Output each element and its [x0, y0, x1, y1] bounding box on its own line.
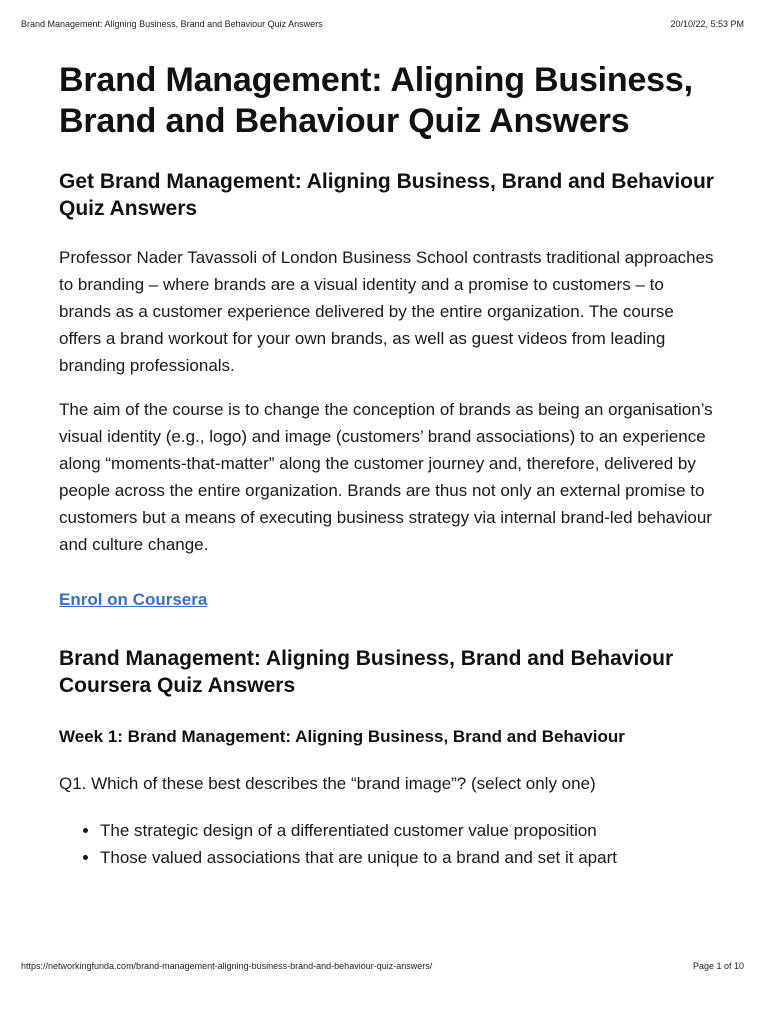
- list-item: • The strategic design of a differentiated customer value proposition: [100, 817, 719, 844]
- page-title: Brand Management: Aligning Business, Brand and Behaviour Quiz Answers: [59, 61, 693, 140]
- print-footer: [21, 961, 744, 971]
- list-item: • Those valued associations that are unique to a brand and set it apart: [100, 844, 719, 871]
- article-content: [59, 60, 719, 871]
- enrol-link[interactable]: Enrol on Coursera: [59, 590, 208, 609]
- week-heading: Week 1: Brand Management: Aligning Business, Brand and Behaviour: [59, 727, 625, 746]
- aim-paragraph: The aim of the course is to change the conception of brands as being an organisation’s visual identity (e.g., logo) and image (customers’ brand associations) to an experience along “moments-that-matter” along the customer journey and, therefore, delivered by people across the entire organization. Brands are thus not only an external promise to customers but a means of executing business strategy via internal brand-led behaviour and culture change.: [59, 400, 713, 554]
- answer-options-list: [59, 817, 719, 871]
- print-header-title: Brand Management: Aligning Business, Brand and Behaviour Quiz Answers: [21, 19, 323, 29]
- page-number: Page 1 of 10: [692, 961, 744, 971]
- print-footer-url: https://networkingfunda.com/brand-management-aligning-business-brand-and-behaviour-quiz-answers/: [21, 961, 433, 971]
- article-subtitle: Get Brand Management: Aligning Business, Brand and Behaviour Quiz Answers: [59, 170, 714, 220]
- question-text: Q1. Which of these best describes the “brand image”? (select only one): [59, 774, 596, 793]
- section-heading: Brand Management: Aligning Business, Brand and Behaviour Coursera Quiz Answers: [59, 647, 674, 697]
- intro-paragraph: Professor Nader Tavassoli of London Business School contrasts traditional approaches to branding – where brands are a visual identity and a promise to customers – to brands as a customer experience delivered by the entire organization. The course offers a brand workout for your own brands, as well as guest videos from leading branding professionals.: [59, 248, 714, 375]
- print-header: [21, 19, 744, 29]
- print-header-datetime: 20/10/22, 5:53 PM: [670, 19, 744, 29]
